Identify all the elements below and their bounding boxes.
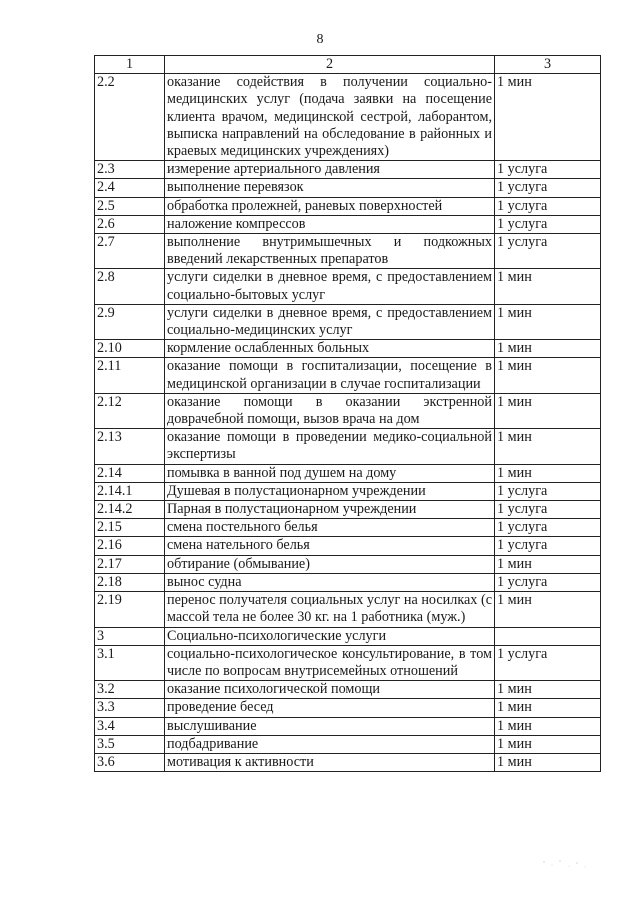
table-row	[95, 699, 601, 717]
row-number: 2.13	[95, 429, 165, 464]
table-row	[95, 215, 601, 233]
row-description: услуги сиделки в дневное время, с предоставлением социально-медицинских услуг	[165, 304, 495, 339]
row-description: Парная в полустационарном учреждении	[165, 501, 495, 519]
table-row	[95, 519, 601, 537]
table-row	[95, 717, 601, 735]
table-row	[95, 74, 601, 161]
row-description: выслушивание	[165, 717, 495, 735]
row-unit: 1 услуга	[495, 234, 601, 269]
row-number: 2.11	[95, 358, 165, 393]
row-unit: 1 услуга	[495, 501, 601, 519]
row-number: 3.1	[95, 645, 165, 680]
row-number: 2.2	[95, 74, 165, 161]
row-unit	[495, 627, 601, 645]
row-description: кормление ослабленных больных	[165, 340, 495, 358]
row-number: 2.7	[95, 234, 165, 269]
row-unit: 1 услуга	[495, 573, 601, 591]
header-col-1: 1	[95, 56, 165, 74]
row-unit: 1 мин	[495, 269, 601, 304]
row-unit: 1 услуга	[495, 179, 601, 197]
table-row	[95, 340, 601, 358]
table-row	[95, 627, 601, 645]
row-description: смена нательного белья	[165, 537, 495, 555]
table-row	[95, 537, 601, 555]
row-number: 2.12	[95, 393, 165, 428]
row-description: услуги сиделки в дневное время, с предоставлением социально-бытовых услуг	[165, 269, 495, 304]
table-row	[95, 197, 601, 215]
row-number: 3.2	[95, 681, 165, 699]
row-description: выполнение внутримышечных и подкожных введений лекарственных препаратов	[165, 234, 495, 269]
table-row	[95, 592, 601, 627]
row-unit: 1 услуга	[495, 537, 601, 555]
row-unit: 1 мин	[495, 429, 601, 464]
row-number: 2.5	[95, 197, 165, 215]
row-unit: 1 мин	[495, 555, 601, 573]
row-description: смена постельного белья	[165, 519, 495, 537]
table-row	[95, 464, 601, 482]
row-description: оказание помощи в оказании экстренной доврачебной помощи, вызов врача на дом	[165, 393, 495, 428]
table-row	[95, 681, 601, 699]
row-description: проведение бесед	[165, 699, 495, 717]
table-row	[95, 482, 601, 500]
table-row	[95, 358, 601, 393]
row-unit: 1 услуга	[495, 215, 601, 233]
table-row	[95, 735, 601, 753]
row-number: 2.14.1	[95, 482, 165, 500]
row-number: 2.19	[95, 592, 165, 627]
row-number: 3.6	[95, 753, 165, 771]
row-number: 3.5	[95, 735, 165, 753]
table-row	[95, 179, 601, 197]
table-row	[95, 501, 601, 519]
row-unit: 1 мин	[495, 717, 601, 735]
row-number: 2.15	[95, 519, 165, 537]
row-description: мотивация к активности	[165, 753, 495, 771]
table-row	[95, 429, 601, 464]
table-row	[95, 269, 601, 304]
row-number: 2.3	[95, 161, 165, 179]
scan-specks	[540, 858, 590, 870]
row-number: 2.10	[95, 340, 165, 358]
row-description: Социально-психологические услуги	[165, 627, 495, 645]
row-unit: 1 услуга	[495, 197, 601, 215]
row-unit: 1 мин	[495, 304, 601, 339]
services-table	[94, 55, 601, 772]
row-unit: 1 мин	[495, 592, 601, 627]
table-row	[95, 161, 601, 179]
row-unit: 1 мин	[495, 753, 601, 771]
row-unit: 1 мин	[495, 735, 601, 753]
row-description: оказание помощи в госпитализации, посещение в медицинской организации в случае госпитализации	[165, 358, 495, 393]
table-header-row	[95, 56, 601, 74]
table-row	[95, 304, 601, 339]
row-number: 2.9	[95, 304, 165, 339]
table-row	[95, 573, 601, 591]
row-description: перенос получателя социальных услуг на носилках (с массой тела не более 30 кг. на 1 работника (муж.)	[165, 592, 495, 627]
row-number: 2.17	[95, 555, 165, 573]
row-unit: 1 услуга	[495, 519, 601, 537]
row-unit: 1 мин	[495, 74, 601, 161]
row-number: 2.14.2	[95, 501, 165, 519]
header-col-2: 2	[165, 56, 495, 74]
table-row	[95, 234, 601, 269]
row-description: выполнение перевязок	[165, 179, 495, 197]
row-description: обработка пролежней, раневых поверхностей	[165, 197, 495, 215]
page-number: 8	[316, 32, 324, 47]
row-number: 3.3	[95, 699, 165, 717]
row-unit: 1 услуга	[495, 161, 601, 179]
row-unit: 1 мин	[495, 464, 601, 482]
row-description: оказание помощи в проведении медико-социальной экспертизы	[165, 429, 495, 464]
header-col-3: 3	[495, 56, 601, 74]
row-unit: 1 услуга	[495, 482, 601, 500]
row-number: 2.14	[95, 464, 165, 482]
row-unit: 1 мин	[495, 699, 601, 717]
row-number: 2.4	[95, 179, 165, 197]
row-number: 2.6	[95, 215, 165, 233]
table-row	[95, 645, 601, 680]
row-description: оказание психологической помощи	[165, 681, 495, 699]
row-description: социально-психологическое консультирование, в том числе по вопросам внутрисемейных отношений	[165, 645, 495, 680]
row-description: подбадривание	[165, 735, 495, 753]
table-row	[95, 753, 601, 771]
row-unit: 1 мин	[495, 340, 601, 358]
row-description: измерение артериального давления	[165, 161, 495, 179]
row-unit: 1 услуга	[495, 645, 601, 680]
row-unit: 1 мин	[495, 358, 601, 393]
row-number: 2.8	[95, 269, 165, 304]
row-number: 2.18	[95, 573, 165, 591]
row-unit: 1 мин	[495, 393, 601, 428]
row-number: 2.16	[95, 537, 165, 555]
row-description: Душевая в полустационарном учреждении	[165, 482, 495, 500]
row-number: 3	[95, 627, 165, 645]
table-row	[95, 393, 601, 428]
row-description: вынос судна	[165, 573, 495, 591]
row-description: наложение компрессов	[165, 215, 495, 233]
table-row	[95, 555, 601, 573]
row-description: обтирание (обмывание)	[165, 555, 495, 573]
row-description: помывка в ванной под душем на дому	[165, 464, 495, 482]
row-number: 3.4	[95, 717, 165, 735]
row-description: оказание содействия в получении социально-медицинских услуг (подача заявки на посещение клиента врачом, медицинской сестрой, лаборантом, выписка направлений на обследование в районных и краевых медицинских учреждениях)	[165, 74, 495, 161]
row-unit: 1 мин	[495, 681, 601, 699]
